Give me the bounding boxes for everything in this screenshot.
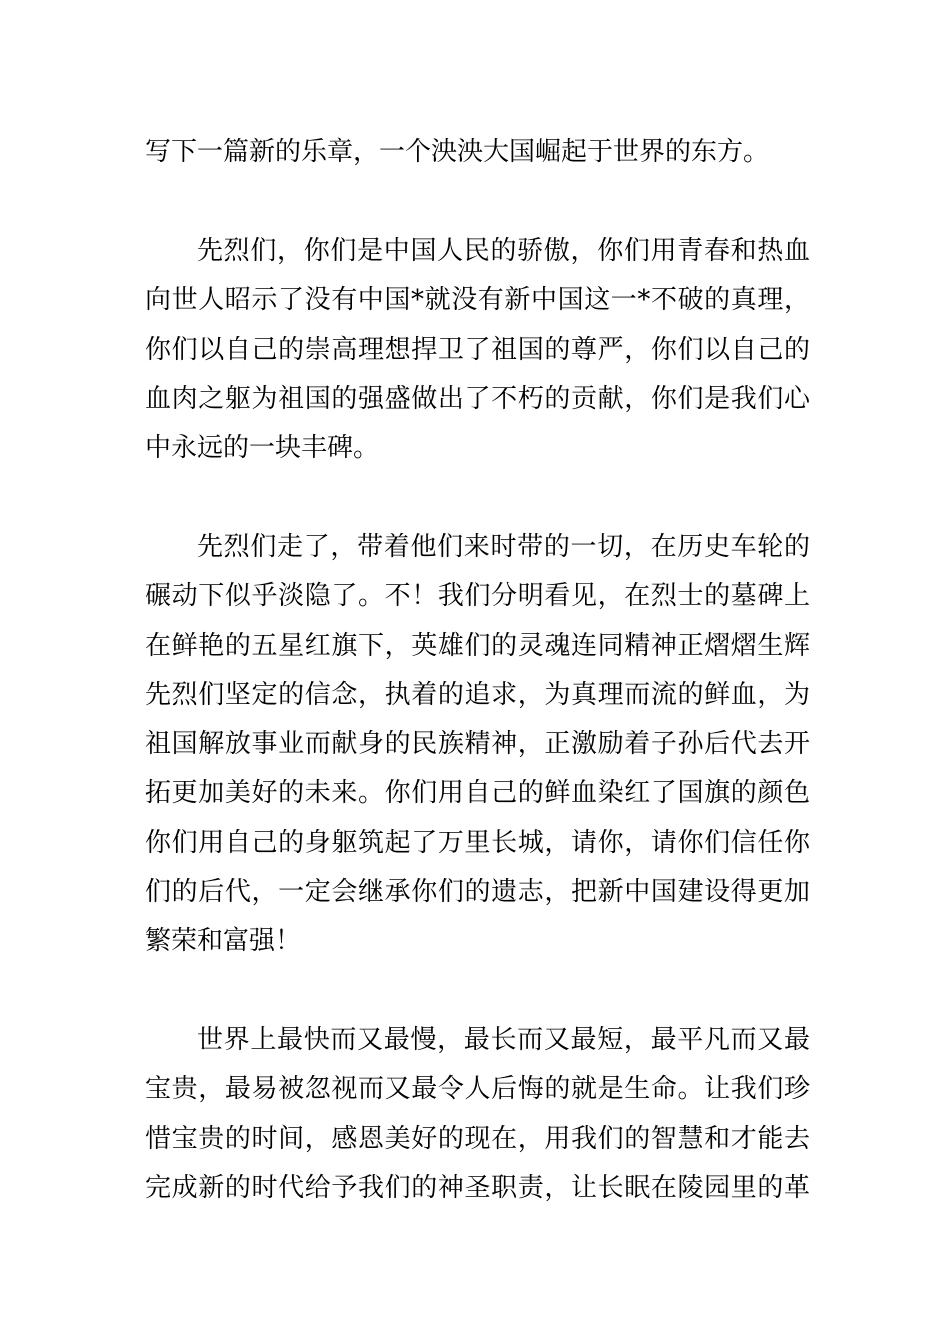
text-line: 们的后代，一定会继承你们的遗志，把新中国建设得更加 [145, 877, 810, 908]
text-line: 世界上最快而又最慢，最长而又最短，最平凡而又最 [197, 1025, 810, 1055]
text-line: 先烈们，你们是中国人民的骄傲，你们用青春和热血 [197, 236, 810, 266]
text-line: 向世人昭示了没有中国*就没有新中国这一*不破的真理， [145, 285, 810, 316]
text-line: 惜宝贵的时间，感恩美好的现在，用我们的智慧和才能去 [145, 1123, 810, 1154]
text-line: 写下一篇新的乐章，一个泱泱大国崛起于世界的东方。 [145, 137, 770, 167]
text-line: 先烈们坚定的信念，执着的追求，为真理而流的鲜血，为 [145, 679, 810, 710]
text-line: 宝贵，最易被忽视而又最令人后悔的就是生命。让我们珍 [145, 1074, 810, 1105]
paragraph-4 [145, 1016, 810, 1213]
text-line: 你们以自己的崇高理想捍卫了祖国的尊严，你们以自己的 [145, 334, 810, 365]
paragraph-2 [145, 227, 810, 473]
text-line: 血肉之躯为祖国的强盛做出了不朽的贡献，你们是我们心 [145, 383, 810, 414]
text-line: 在鲜艳的五星红旗下，英雄们的灵魂连同精神正熠熠生辉 [145, 630, 810, 661]
paragraph-1 [145, 128, 810, 177]
text-line: 繁荣和富强！ [145, 926, 302, 957]
text-line: 碾动下似乎淡隐了。不！我们分明看见，在烈士的墓碑上 [145, 581, 810, 612]
text-line: 拓更加美好的未来。你们用自己的鲜血染红了国旗的颜色 [145, 778, 810, 809]
paragraph-3 [145, 523, 810, 967]
text-line: 完成新的时代给予我们的神圣职责，让长眠在陵园里的革 [145, 1172, 810, 1203]
text-line: 你们用自己的身躯筑起了万里长城，请你，请你们信任你 [145, 827, 810, 858]
text-line: 先烈们走了，带着他们来时带的一切，在历史车轮的 [197, 532, 810, 562]
text-line: 祖国解放事业而献身的民族精神，正激励着子孙后代去开 [145, 729, 810, 760]
text-line: 中永远的一块丰碑。 [145, 433, 380, 464]
